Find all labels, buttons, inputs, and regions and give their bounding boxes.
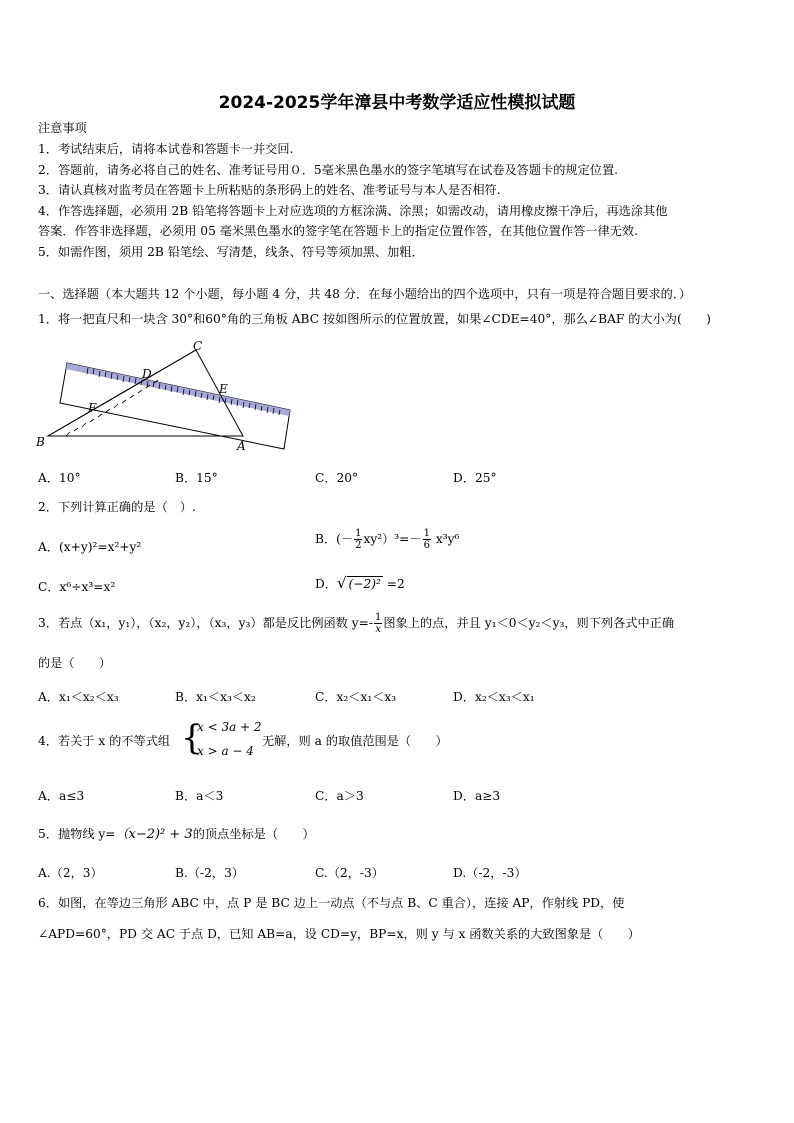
q5-option-d: D.（-2，-3） xyxy=(453,866,527,880)
label-d: D xyxy=(142,367,152,381)
q1-option-d: D．25° xyxy=(453,471,497,485)
q6-line2: ∠APD=60°，PD 交 AC 于点 D，已知 AB=a，设 CD=y，BP=x，则 y 与 x 函数关系的大致图象是（ ） xyxy=(38,927,640,941)
q4-system-line1: x < 3a + 2 xyxy=(197,720,262,734)
label-f: F xyxy=(88,401,97,415)
frac-num: 1 xyxy=(423,528,430,539)
q1-option-c: C．20° xyxy=(315,471,359,485)
frac-num: 1 xyxy=(355,528,362,539)
q5-stem-prefix: 5．抛物线 y= xyxy=(38,827,116,841)
q2-option-b-prefix: B．(－ xyxy=(315,532,354,546)
q4-system-line2: x > a − 4 xyxy=(197,744,254,758)
sqrt-icon: √ xyxy=(336,574,347,592)
page-title: 2024-2025学年漳县中考数学适应性模拟试题 xyxy=(218,93,576,113)
notice-item-2: 2．答题前，请务必将自己的姓名、准考证号用０．5毫米黑色墨水的签字笔填写在试卷及答题卡的规定位置. xyxy=(38,163,619,177)
label-a: A xyxy=(237,439,246,453)
q3-stem-suffix: 图象上的点，并且 y₁＜0＜y₂＜y₃，则下列各式中正确 xyxy=(383,616,675,630)
q1-option-b: B．15° xyxy=(175,471,218,485)
q2-option-c: C．x⁶÷x³=x² xyxy=(38,580,116,594)
q1-option-a: A．10° xyxy=(38,471,81,485)
q4-option-c: C．a＞3 xyxy=(315,789,364,803)
q6-line1: 6．如图，在等边三角形 ABC 中，点 P 是 BC 边上一动点（不与点 B、C 重合），连接 AP，作射线 PD，使 xyxy=(38,896,625,910)
label-b: B xyxy=(36,435,45,449)
notice-heading: 注意事项 xyxy=(38,121,87,135)
q5-option-c: C.（2，-3） xyxy=(315,866,384,880)
frac-den: x xyxy=(375,624,381,635)
q5-option-a: A.（2，3） xyxy=(38,866,103,880)
q2-option-b-mid: xy²）³=－ xyxy=(363,532,422,546)
q1-figure xyxy=(36,338,298,456)
q5-option-b: B.（-2，3） xyxy=(175,866,245,880)
q3-option-b: B．x₁＜x₃＜x₂ xyxy=(175,690,256,704)
q2-option-b-frac1 xyxy=(354,528,362,551)
notice-item-3: 3．请认真核对监考员在答题卡上所粘贴的条形码上的姓名、准考证号与本人是否相符. xyxy=(38,183,501,197)
q2-option-d-suffix: =2 xyxy=(382,577,405,591)
q2-option-d xyxy=(315,574,405,592)
notice-item-4: 4．作答选择题，必须用 2B 铅笔将答题卡上对应选项的方框涂满、涂黑；如需改动，请用橡皮擦干净后，再选涂其他 xyxy=(38,204,668,218)
q4-option-d: D．a≥3 xyxy=(453,789,501,803)
q2-stem: 2．下列计算正确的是（ ）. xyxy=(38,500,196,514)
q3-option-a: A．x₁＜x₂＜x₃ xyxy=(38,690,119,704)
frac-den: 2 xyxy=(355,540,362,551)
label-e: E xyxy=(219,382,228,396)
notice-item-1: 1．考试结束后，请将本试卷和答题卡一并交回. xyxy=(38,142,294,156)
q3-stem xyxy=(38,612,674,635)
notice-item-5: 5．如需作图，须用 2B 铅笔绘、写清楚，线条、符号等须加黑、加粗． xyxy=(38,245,424,259)
q4-option-a: A．a≤3 xyxy=(38,789,85,803)
q2-option-b-frac2 xyxy=(423,528,431,551)
label-c: C xyxy=(193,339,203,353)
q4-stem-prefix: 4．若关于 x 的不等式组 xyxy=(38,734,171,748)
q2-option-b xyxy=(315,528,459,551)
q5-expr: （x−2)² + 3 xyxy=(115,827,193,842)
q5-stem xyxy=(38,827,315,842)
notice-item-4-cont: 答案．作答非选择题，必须用 05 毫米黑色墨水的签字笔在答题卡上的指定位置作答，在其他位置作答一律无效. xyxy=(38,224,638,238)
q3-option-c: C．x₂＜x₁＜x₃ xyxy=(315,690,397,704)
q2-option-a: A．(x+y)²=x²+y² xyxy=(38,540,142,554)
q2-option-d-prefix: D． xyxy=(315,577,337,591)
frac-den: 6 xyxy=(423,540,430,551)
q4-stem-suffix: 无解，则 a 的取值范围是（ ） xyxy=(262,734,448,748)
q3-stem-prefix: 3．若点（x₁，y₁），（x₂，y₂），（x₃，y₃）都是反比例函数 y=- xyxy=(38,616,373,630)
q3-stem-line2: 的是（ ） xyxy=(38,656,112,670)
q5-stem-suffix: 的顶点坐标是（ ） xyxy=(192,827,315,841)
section-heading: 一、选择题（本大题共 12 个小题，每小题 4 分，共 48 分．在每小题给出的四个选项中，只有一项是符合题目要求的．） xyxy=(38,287,692,301)
triangle-hatch xyxy=(66,380,158,436)
q1-stem: 1．将一把直尺和一块含 30°和60°角的三角板 ABC 按如图所示的位置放置，如果∠CDE=40°，那么∠BAF 的大小为( ) xyxy=(38,312,711,326)
q4-brace-icon: { xyxy=(181,718,203,758)
q3-option-d: D．x₂＜x₃＜x₁ xyxy=(453,690,535,704)
q4-option-b: B．a＜3 xyxy=(175,789,224,803)
q2-option-d-radicand: (−2)² xyxy=(348,577,381,591)
q3-frac xyxy=(374,612,382,635)
frac-num: 1 xyxy=(374,612,382,623)
q2-option-b-suffix: x³y⁶ xyxy=(431,532,460,546)
